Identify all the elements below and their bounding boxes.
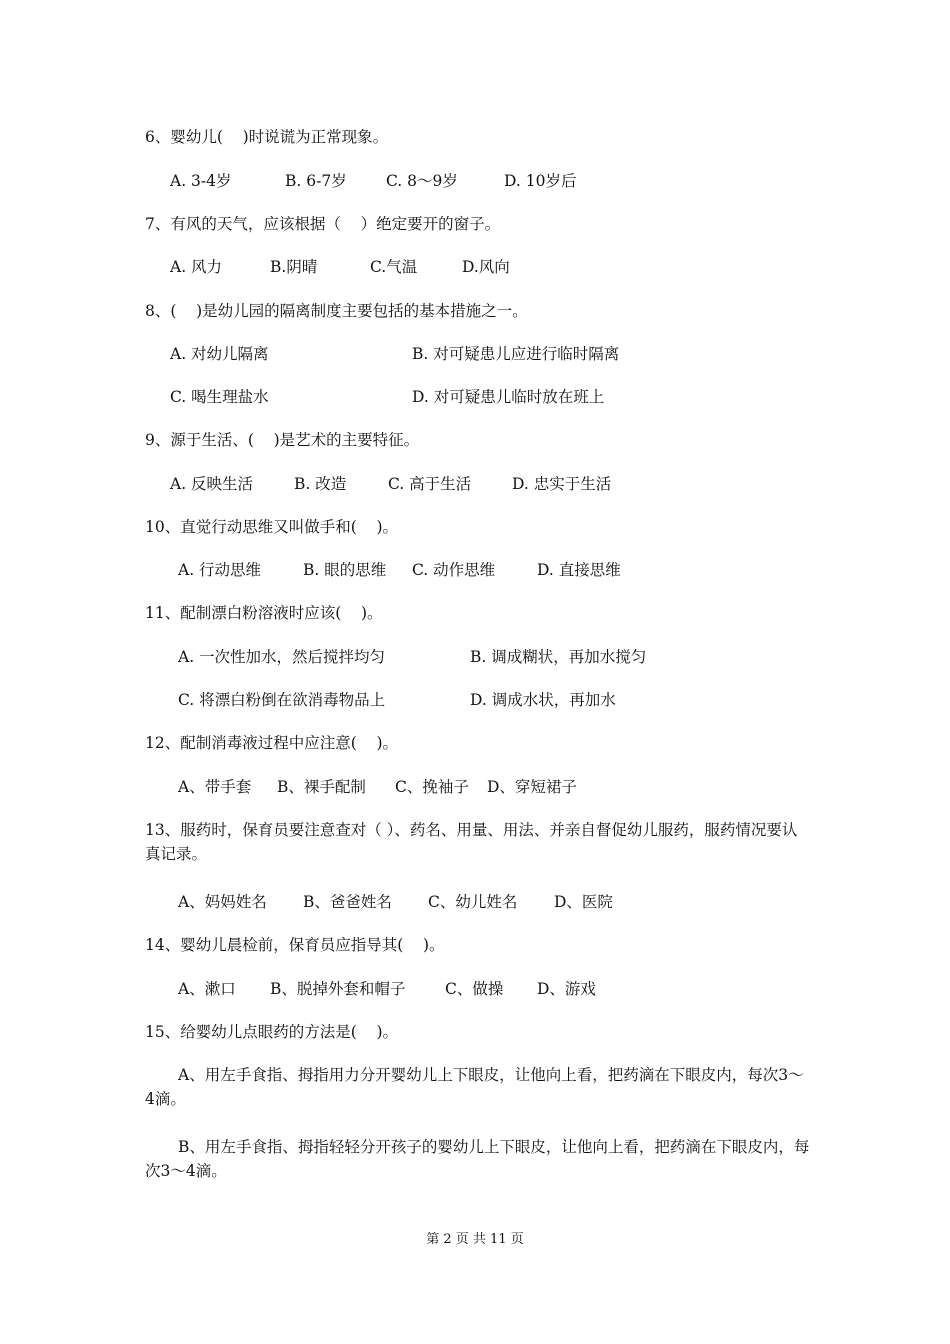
q14-option-b: B、脱掉外套和帽子: [270, 980, 406, 998]
q15-option-a: A、用左手食指、拇指用力分开婴幼儿上下眼皮，让他向上看，把药滴在下眼皮内，每次3～4滴。: [145, 1066, 804, 1108]
q8-option-a: A. 对幼儿隔离: [170, 345, 269, 363]
q15-option-b: B、用左手食指、拇指轻轻分开孩子的婴幼儿上下眼皮，让他向上看，把药滴在下眼皮内，每次3～4滴。: [145, 1138, 810, 1180]
q6-option-a: A. 3-4岁: [170, 172, 232, 190]
q8-option-c: C. 喝生理盐水: [170, 388, 269, 406]
question-8: 8、( )是幼儿园的隔离制度主要包括的基本措施之一。: [145, 302, 528, 320]
q12-option-c: C、挽袖子: [395, 778, 469, 796]
q12-option-a: A、带手套: [178, 778, 252, 796]
q9-option-a: A. 反映生活: [170, 475, 254, 493]
question-12: 12、配制消毒液过程中应注意( )。: [145, 734, 399, 752]
q10-option-b: B. 眼的思维: [303, 561, 387, 579]
q7-option-a: A. 风力: [170, 258, 223, 276]
q14-option-c: C、做操: [445, 980, 504, 998]
q11-option-a: A. 一次性加水，然后搅拌均匀: [178, 648, 386, 666]
question-14: 14、婴幼儿晨检前，保育员应指导其( )。: [145, 936, 445, 954]
q9-option-b: B. 改造: [294, 475, 347, 493]
q10-option-c: C. 动作思维: [412, 561, 496, 579]
q8-option-d: D. 对可疑患儿临时放在班上: [412, 388, 605, 406]
q9-option-c: C. 高于生活: [388, 475, 472, 493]
q11-option-b: B. 调成糊状，再加水搅匀: [470, 648, 647, 666]
q7-option-c: C.气温: [370, 258, 418, 276]
q14-option-d: D、游戏: [537, 980, 596, 998]
q6-option-d: D. 10岁后: [504, 172, 577, 190]
q6-option-b: B. 6-7岁: [285, 172, 347, 190]
q13-option-b: B、爸爸姓名: [303, 893, 392, 911]
question-11: 11、配制漂白粉溶液时应该( )。: [145, 604, 383, 622]
page-number-footer: 第 2 页 共 11 页: [426, 1232, 524, 1247]
question-7: 7、有风的天气，应该根据（ ）绝定要开的窗子。: [145, 215, 501, 233]
q10-option-a: A. 行动思维: [178, 561, 262, 579]
question-6: 6、婴幼儿( )时说谎为正常现象。: [145, 128, 389, 146]
q12-option-d: D、穿短裙子: [487, 778, 577, 796]
q8-option-b: B. 对可疑患儿应进行临时隔离: [412, 345, 620, 363]
q6-option-c: C. 8～9岁: [386, 172, 458, 190]
q7-option-d: D.风向: [462, 258, 510, 276]
q10-option-d: D. 直接思维: [537, 561, 621, 579]
q11-option-c: C. 将漂白粉倒在欲消毒物品上: [178, 691, 386, 709]
q13-option-c: C、幼儿姓名: [428, 893, 518, 911]
q13-option-a: A、妈妈姓名: [178, 893, 267, 911]
q11-option-d: D. 调成水状，再加水: [470, 691, 616, 709]
q12-option-b: B、裸手配制: [277, 778, 366, 796]
question-9: 9、源于生活、( )是艺术的主要特征。: [145, 431, 420, 449]
question-13: 13、服药时，保育员要注意查对（ ）、药名、用量、用法、并亲自督促幼儿服药，服药情况要认真记录。: [145, 821, 798, 863]
q13-option-d: D、医院: [554, 893, 613, 911]
q14-option-a: A、漱口: [178, 980, 236, 998]
question-15: 15、给婴幼儿点眼药的方法是( )。: [145, 1023, 399, 1041]
q7-option-b: B.阴晴: [270, 258, 318, 276]
question-10: 10、直觉行动思维又叫做手和( )。: [145, 518, 399, 536]
q9-option-d: D. 忠实于生活: [512, 475, 612, 493]
